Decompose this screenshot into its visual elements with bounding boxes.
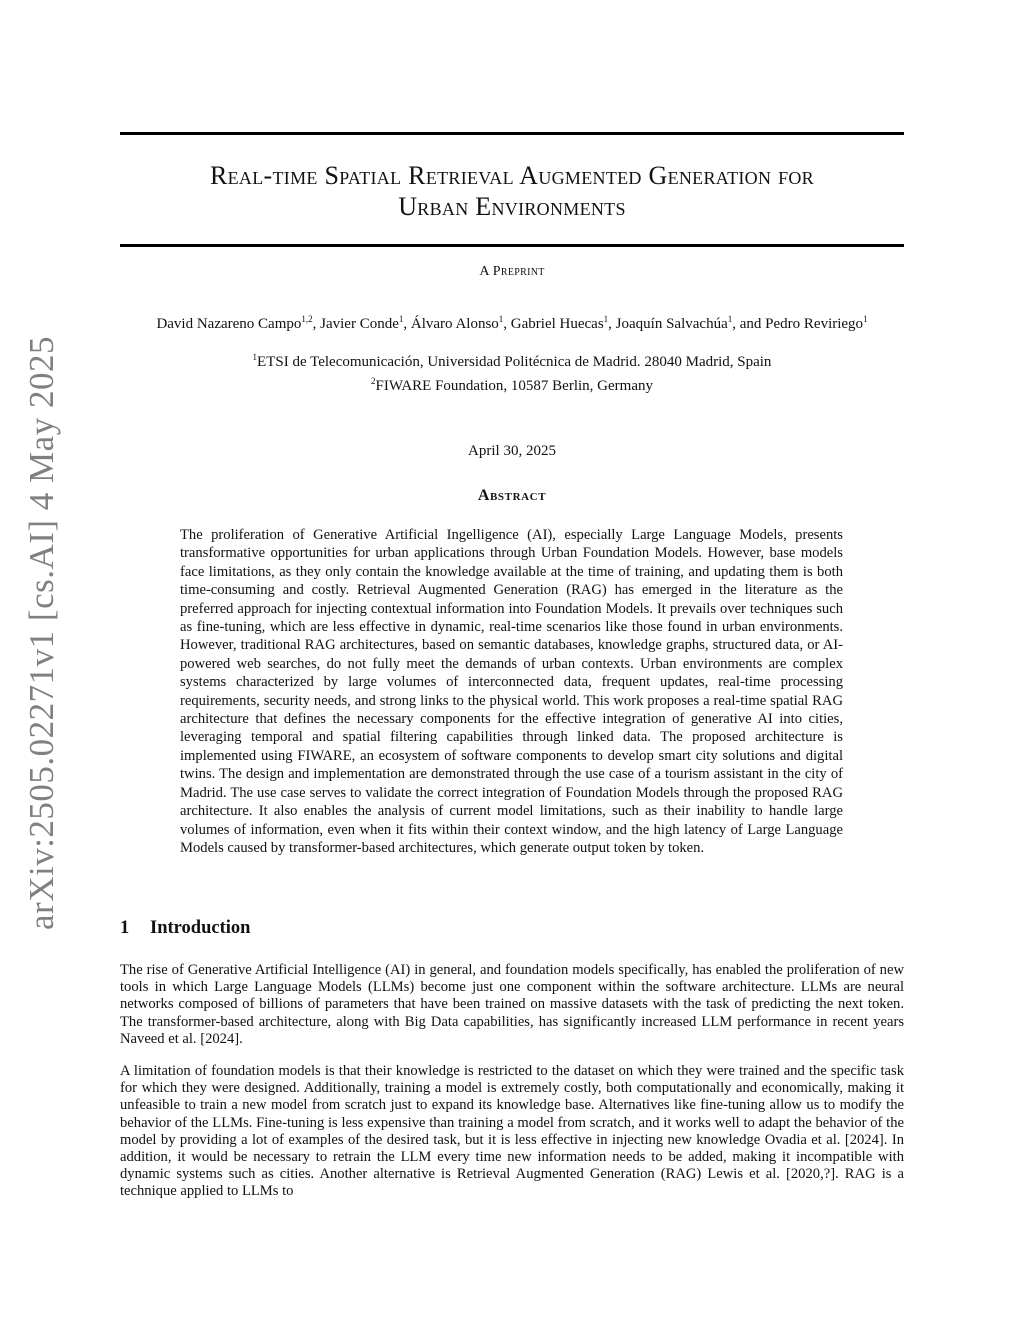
title-bottom-rule — [120, 244, 904, 247]
author: Joaquín Salvachúa$^1$, and — [615, 314, 766, 332]
paper-title — [120, 160, 904, 222]
section-number: 1 — [120, 918, 130, 938]
affiliation-1: $^1$ETSI de Telecomunicación, Universidad Politécnica de Madrid. 28040 Madrid, Spain — [252, 352, 772, 370]
abstract-body: The proliferation of Generative Artificial Ingelligence (AI), especially Large Language Models, presents transformative opportunities for urban applications through Urban Foundation Models. However, base models face limitations, as they only contain the knowledge available at the time of training, and updating them is both time-consuming and costly. Retrieval Augmented Generation (RAG) has emerged in the literature as the preferred approach for injecting contextual information into Foundation Models. It prevails over techniques such as fine-tuning, which are less effective in dynamic, real-time scenarios like those found in urban environments. However, traditional RAG architectures, based on semantic databases, knowledge graphs, structured data, or AI-powered web searches, do not fully meet the demands of urban contexts. Urban environments are complex systems characterized by large volumes of interconnected data, frequent updates, real-time processing requirements, security needs, and strong links to the physical world. This work proposes a real-time spatial RAG architecture that defines the necessary components for the effective integration of generative AI into cities, leveraging temporal and spatial filtering capabilities through linked data. The proposed architecture is implemented using FIWARE, an ecosystem of software components to develop smart city solutions and digital twins. The design and implementation are demonstrated through the use case of a tourism assistant in the city of Madrid. The use case serves to validate the correct integration of Foundation Models through the proposed RAG architecture. It also enables the analysis of current model limitations, such as their inability to handle large volumes of information, even when it fits within their context window, and the high latency of Large Language Models caused by transformer-based architectures, which generate output token by token. — [180, 527, 843, 856]
affiliations — [0, 348, 1024, 396]
section-heading-introduction — [120, 918, 250, 939]
intro-paragraph-1: The rise of Generative Artificial Intelligence (AI) in general, and foundation models specifically, has enabled the proliferation of new tools in which Large Language Models (LLMs) become just one component within the software architecture. LLMs are neural networks composed of billions of parameters that have been trained on massive datasets with the task of predicting the next token. The transformer-based architecture, along with Big Data capabilities, has significantly increased LLM performance in recent years Naveed et al. [2024]. — [120, 962, 904, 1047]
abstract-heading: Abstract — [477, 487, 547, 504]
title-line-1: Real-time Spatial Retrieval Augmented Generation for — [210, 161, 814, 190]
author: Álvaro Alonso$^1$, — [410, 314, 511, 332]
title-top-rule — [120, 132, 904, 135]
title-line-2: Urban Environments — [398, 192, 626, 221]
author: Pedro Reviriego$^1$ — [765, 314, 868, 332]
section-title: Introduction — [150, 918, 251, 938]
author: Javier Conde$^1$, — [320, 314, 411, 332]
author-list — [120, 314, 904, 333]
affiliation-2: $^2$FIWARE Foundation, 10587 Berlin, Germany — [371, 376, 653, 394]
arxiv-identifier-stamp: arXiv:2505.02271v1 [cs.AI] 4 May 2025 — [22, 336, 61, 930]
publication-date: April 30, 2025 — [468, 443, 556, 459]
author: Gabriel Huecas$^1$, — [510, 314, 616, 332]
intro-paragraph-2: A limitation of foundation models is that their knowledge is restricted to the dataset on which they were trained and the specific task for which they were designed. Additionally, training a model is extremely costly, both computationally and economically, making it unfeasible to train a new model from scratch just to expand its knowledge base. Alternatives like fine-tuning allow us to modify the behavior of the LLMs. Fine-tuning is less expensive than training a model from scratch, and it works well to adapt the behavior of the model by providing a lot of examples of the desired task, but it is less effective in injecting new knowledge Ovadia et al. [2024]. In addition, it would be necessary to retrain the LLM every time new information needs to be added, making it incompatible with dynamic systems such as cities. Another alternative is Retrieval Augmented Generation (RAG) Lewis et al. [2020,?]. RAG is a technique applied to LLMs to — [120, 1063, 904, 1200]
preprint-label: A Preprint — [479, 264, 545, 279]
author: David Nazareno Campo$^{1,2}$, — [156, 314, 321, 332]
